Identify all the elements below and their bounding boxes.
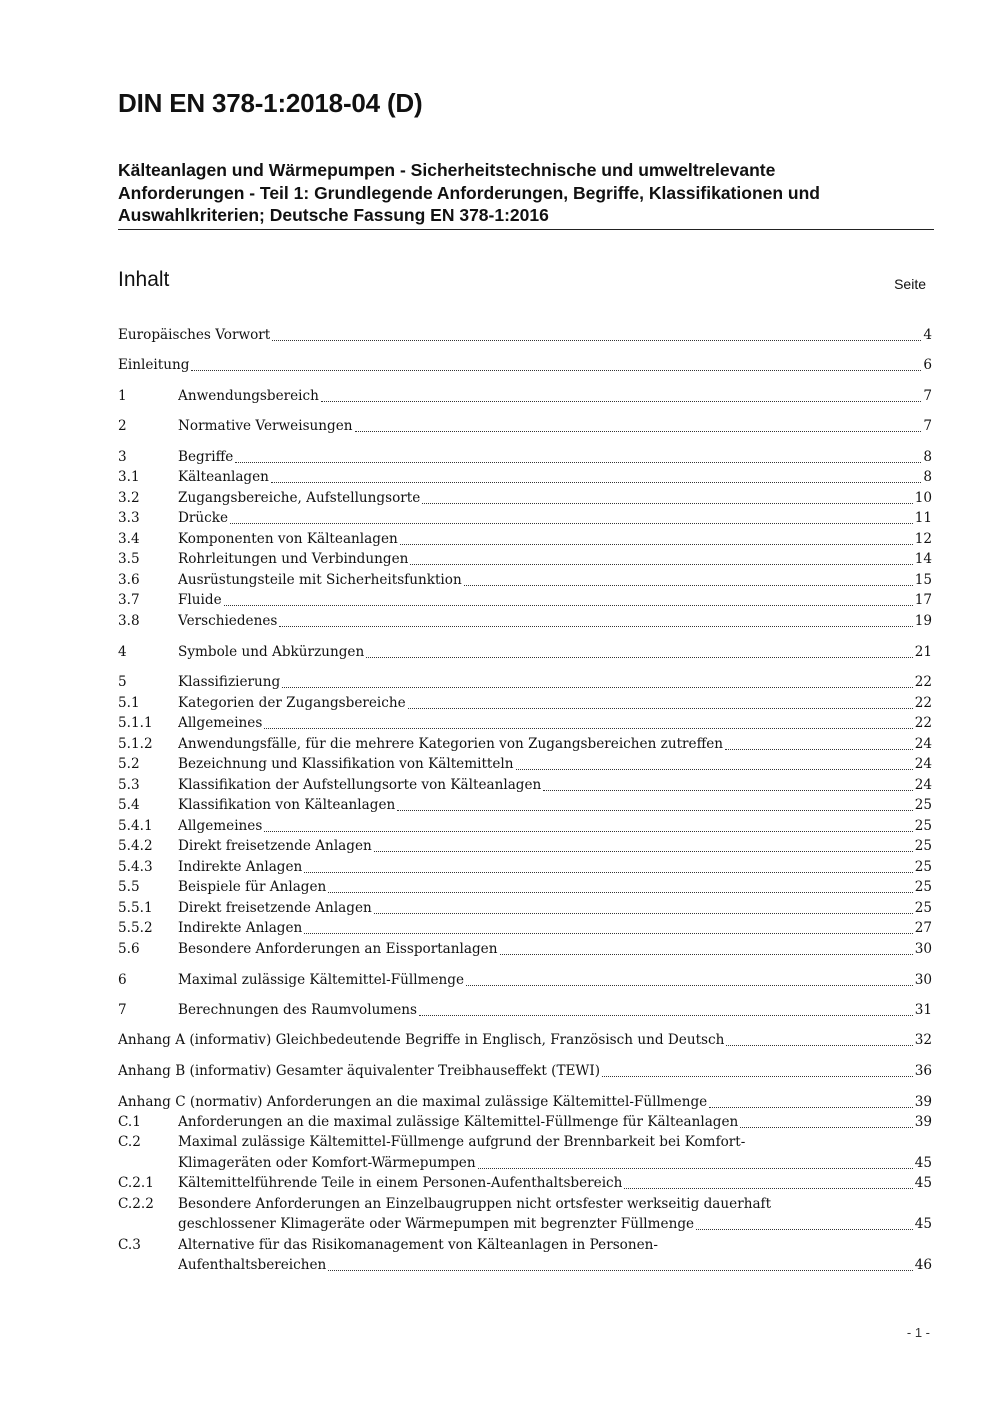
- document-title: [118, 159, 934, 227]
- toc-leader: [191, 370, 921, 371]
- toc-entry-label: Anhang B (informativ) Gesamter äquivalenter Treibhauseffekt (TEWI): [118, 1063, 601, 1079]
- toc-entry-page: 25: [914, 797, 932, 813]
- toc-entry-label: Maximal zulässige Kältemittel-Füllmenge aufgrund der Brennbarkeit bei Komfort-: [178, 1134, 746, 1150]
- toc-entry-label: Klassifikation der Aufstellungsorte von Kälteanlagen: [178, 777, 542, 793]
- toc-entry-page: 31: [914, 1002, 932, 1018]
- toc-entry-label: Direkt freisetzende Anlagen: [178, 900, 372, 916]
- toc-entry[interactable]: [118, 672, 932, 693]
- toc-entry-label: Allgemeines: [178, 818, 263, 834]
- toc-entry[interactable]: [118, 836, 932, 857]
- title-line: Anforderungen - Teil 1: Grundlegende Anforderungen, Begriffe, Klassifikationen und: [118, 182, 820, 203]
- toc-entry[interactable]: [118, 1092, 932, 1113]
- toc-entry[interactable]: [118, 488, 932, 509]
- toc-entry[interactable]: [118, 877, 932, 898]
- toc-entry[interactable]: [118, 467, 932, 488]
- toc-entry-page: 19: [914, 613, 932, 629]
- toc-entry-label: Direkt freisetzende Anlagen: [178, 838, 372, 854]
- toc-leader: [264, 831, 912, 832]
- toc-leader: [709, 1107, 912, 1108]
- toc-leader: [374, 913, 913, 914]
- toc-entry-page: 6: [923, 357, 932, 373]
- toc-entry-page: 46: [914, 1257, 932, 1273]
- toc-entry-page: 45: [914, 1155, 932, 1171]
- toc-entry-page: 25: [914, 900, 932, 916]
- toc-entry-label: Besondere Anforderungen an Eissportanlagen: [178, 941, 498, 957]
- toc-entry-label: Einleitung: [118, 357, 190, 373]
- toc-entry-page: 36: [914, 1063, 932, 1079]
- toc-entry-label: Verschiedenes: [178, 613, 278, 629]
- toc-entry[interactable]: [118, 734, 932, 755]
- toc-entry-page: 24: [914, 736, 932, 752]
- toc-entry[interactable]: [118, 1030, 932, 1051]
- toc-entry[interactable]: [118, 355, 932, 376]
- toc-entry-page: 7: [923, 388, 932, 404]
- toc-entry-page: 30: [914, 941, 932, 957]
- toc-leader: [304, 872, 912, 873]
- toc-entry-page: 17: [914, 592, 932, 608]
- toc-entry-number: 5.4.2: [118, 838, 153, 854]
- toc-entry-number: C.2: [118, 1134, 141, 1150]
- toc-entry[interactable]: [118, 611, 932, 632]
- toc-entry-page: 8: [923, 449, 932, 465]
- toc-leader: [543, 790, 912, 791]
- toc-entry-page: 7: [923, 418, 932, 434]
- toc-entry[interactable]: [118, 508, 932, 529]
- toc-leader: [624, 1188, 912, 1189]
- toc-entry-label: Anforderungen an die maximal zulässige Kältemittel-Füllmenge für Kälteanlagen: [178, 1114, 739, 1130]
- toc-leader: [264, 728, 912, 729]
- toc-entry-label: Klimageräten oder Komfort-Wärmepumpen: [178, 1155, 476, 1171]
- toc-entry-label: Aufenthaltsbereichen: [178, 1257, 327, 1273]
- toc-entry-page: 45: [914, 1216, 932, 1232]
- toc-entry-label: Begriffe: [178, 449, 234, 465]
- toc-entry-label: Symbole und Abkürzungen: [178, 644, 365, 660]
- toc-entry-page: 39: [914, 1094, 932, 1110]
- toc-leader: [230, 523, 913, 524]
- title-line: Kälteanlagen und Wärmepumpen - Sicherheitstechnische und umweltrelevante: [118, 160, 776, 180]
- toc-entry-label: Berechnungen des Raumvolumens: [178, 1002, 418, 1018]
- toc-entry-number: 5.5.2: [118, 920, 153, 936]
- toc-entry-label: Komponenten von Kälteanlagen: [178, 531, 398, 547]
- toc-entry-number: 7: [118, 1002, 127, 1018]
- toc-leader: [235, 462, 921, 463]
- toc-entry-label: Drücke: [178, 510, 229, 526]
- toc-entry-number: 3.8: [118, 613, 140, 629]
- toc-entry-label: Ausrüstungsteile mit Sicherheitsfunktion: [178, 572, 462, 588]
- toc-entry[interactable]: [118, 918, 932, 939]
- toc-entry-page: 45: [914, 1175, 932, 1191]
- toc-entry-page: 10: [914, 490, 932, 506]
- toc-leader: [419, 1015, 913, 1016]
- toc-entry-label: Anhang A (informativ) Gleichbedeutende Begriffe in Englisch, Französisch und Deutsch: [118, 1032, 725, 1048]
- toc-entry-label: Allgemeines: [178, 715, 263, 731]
- toc-entry-page: 39: [914, 1114, 932, 1130]
- toc-entry[interactable]: [118, 775, 932, 796]
- toc-entry-label: Anhang C (normativ) Anforderungen an die maximal zulässige Kältemittel-Füllmenge: [118, 1094, 708, 1110]
- toc-entry-page: 30: [914, 972, 932, 988]
- toc-entry-label: Alternative für das Risikomanagement von Kälteanlagen in Personen-: [178, 1237, 658, 1253]
- toc-entry-number: 3.3: [118, 510, 140, 526]
- toc-heading: Inhalt: [118, 268, 170, 291]
- toc-entry[interactable]: [118, 795, 932, 816]
- toc-entry-continuation[interactable]: [118, 1255, 932, 1276]
- toc-entry-number: 5.6: [118, 941, 140, 957]
- toc-entry-number: 5.4: [118, 797, 140, 813]
- toc-entry-page: 24: [914, 756, 932, 772]
- toc-entry-number: 3.6: [118, 572, 140, 588]
- toc-leader: [272, 340, 921, 341]
- toc-entry-page: 25: [914, 818, 932, 834]
- toc-entry-continuation[interactable]: [118, 1214, 932, 1235]
- toc-entry-page: 24: [914, 777, 932, 793]
- toc-entry-page: 12: [914, 531, 932, 547]
- title-line: Auswahlkriterien; Deutsche Fassung EN 378-1:2016: [118, 205, 549, 225]
- toc-leader: [410, 564, 912, 565]
- toc-leader: [725, 749, 913, 750]
- toc-entry-number: 5.2: [118, 756, 140, 772]
- toc-entry-label: Indirekte Anlagen: [178, 859, 303, 875]
- toc-entry[interactable]: [118, 1061, 932, 1082]
- toc-leader: [464, 585, 913, 586]
- toc-entry[interactable]: [118, 693, 932, 714]
- toc-entry[interactable]: [118, 1194, 932, 1215]
- toc-entry-number: 5.1.2: [118, 736, 153, 752]
- toc-page-label: Seite: [894, 276, 926, 292]
- toc-leader: [422, 503, 912, 504]
- toc-entry-number: 4: [118, 644, 127, 660]
- toc-entry-number: 3.1: [118, 469, 140, 485]
- toc-entry[interactable]: [118, 970, 932, 991]
- toc-entry-label: Kategorien der Zugangsbereiche: [178, 695, 406, 711]
- toc-leader: [224, 605, 913, 606]
- toc-entry-number: 5.5.1: [118, 900, 153, 916]
- toc-entry-number: 3: [118, 449, 127, 465]
- toc-entry[interactable]: [118, 1112, 932, 1133]
- toc-entry-page: 25: [914, 859, 932, 875]
- toc-entry-page: 22: [914, 695, 932, 711]
- toc-entry-label: Kältemittelführende Teile in einem Personen-Aufenthaltsbereich: [178, 1175, 623, 1191]
- toc-entry[interactable]: [118, 1132, 932, 1153]
- toc-entry-number: 3.2: [118, 490, 140, 506]
- toc-entry-label: geschlossener Klimageräte oder Wärmepumpen mit begrenzter Füllmenge: [178, 1216, 695, 1232]
- toc-leader: [478, 1168, 913, 1169]
- toc-entry-number: 5.1: [118, 695, 140, 711]
- toc-entry[interactable]: [118, 754, 932, 775]
- toc-leader: [466, 985, 913, 986]
- toc-leader: [400, 544, 913, 545]
- toc-entry-label: Fluide: [178, 592, 222, 608]
- toc-leader: [366, 657, 912, 658]
- toc-entry-number: C.3: [118, 1237, 141, 1253]
- toc-entry-page: 8: [923, 469, 932, 485]
- toc-entry-number: 2: [118, 418, 127, 434]
- document-id: DIN EN 378-1:2018-04 (D): [118, 88, 423, 118]
- toc-entry-number: 3.7: [118, 592, 140, 608]
- toc-entry-number: C.1: [118, 1114, 141, 1130]
- toc-entry-page: 11: [914, 510, 932, 526]
- toc-entry-label: Anwendungsfälle, für die mehrere Kategorien von Zugangsbereichen zutreffen: [178, 736, 724, 752]
- toc-entry-number: C.2.1: [118, 1175, 154, 1191]
- toc-entry-number: 5.5: [118, 879, 140, 895]
- toc-leader: [374, 851, 913, 852]
- toc-entry-number: 5.4.1: [118, 818, 153, 834]
- toc-entry[interactable]: [118, 1235, 932, 1256]
- toc-entry-label: Indirekte Anlagen: [178, 920, 303, 936]
- toc-leader: [355, 431, 922, 432]
- toc-entry-number: 5.1.1: [118, 715, 153, 731]
- toc-entry-page: 22: [914, 715, 932, 731]
- toc-entry-label: Maximal zulässige Kältemittel-Füllmenge: [178, 972, 465, 988]
- toc-entry[interactable]: [118, 590, 932, 611]
- toc-entry[interactable]: [118, 447, 932, 468]
- toc-entry[interactable]: [118, 570, 932, 591]
- title-divider: [118, 229, 934, 230]
- toc-entry[interactable]: [118, 939, 932, 960]
- toc-leader: [279, 626, 912, 627]
- toc-entry-number: C.2.2: [118, 1196, 154, 1212]
- toc-entry-page: 21: [914, 644, 932, 660]
- toc-entry-page: 25: [914, 838, 932, 854]
- toc-leader: [696, 1229, 913, 1230]
- toc-leader: [397, 810, 912, 811]
- toc-entry-label: Beispiele für Anlagen: [178, 879, 327, 895]
- toc-leader: [500, 954, 913, 955]
- toc-entry-page: 32: [914, 1032, 932, 1048]
- toc-leader: [740, 1127, 912, 1128]
- toc-entry[interactable]: [118, 549, 932, 570]
- toc-entry-label: Kälteanlagen: [178, 469, 269, 485]
- toc-entry[interactable]: [118, 816, 932, 837]
- toc-entry[interactable]: [118, 713, 932, 734]
- toc-entry[interactable]: [118, 416, 932, 437]
- toc-entry-label: Zugangsbereiche, Aufstellungsorte: [178, 490, 421, 506]
- page-number: - 1 -: [906, 1325, 930, 1340]
- toc-entry-page: 14: [914, 551, 932, 567]
- toc-entry-page: 15: [914, 572, 932, 588]
- toc-leader: [408, 708, 913, 709]
- toc-leader: [328, 1270, 912, 1271]
- toc-entry-page: 4: [923, 327, 932, 343]
- toc-entry-number: 5.4.3: [118, 859, 153, 875]
- toc-entry-label: Besondere Anforderungen an Einzelbaugruppen nicht ortsfester werkseitig dauerhaft: [178, 1196, 772, 1212]
- toc-entry-number: 6: [118, 972, 127, 988]
- toc-leader: [321, 401, 921, 402]
- toc-entry-number: 5.3: [118, 777, 140, 793]
- toc-entry[interactable]: [118, 325, 932, 346]
- toc-entry[interactable]: [118, 529, 932, 550]
- toc-leader: [726, 1045, 912, 1046]
- toc-entry-page: 25: [914, 879, 932, 895]
- toc-entry-label: Rohrleitungen und Verbindungen: [178, 551, 409, 567]
- toc-entry-continuation[interactable]: [118, 1153, 932, 1174]
- toc-entry-label: Klassifizierung: [178, 674, 281, 690]
- toc-entry[interactable]: [118, 386, 932, 407]
- toc-leader: [516, 769, 913, 770]
- toc-entry-number: 5: [118, 674, 127, 690]
- toc-entry[interactable]: [118, 642, 932, 663]
- toc-entry-label: Normative Verweisungen: [178, 418, 353, 434]
- toc-entry-label: Klassifikation von Kälteanlagen: [178, 797, 396, 813]
- toc-entry-page: 22: [914, 674, 932, 690]
- toc-leader: [271, 482, 921, 483]
- toc-entry[interactable]: [118, 1000, 932, 1021]
- toc-entry-number: 3.4: [118, 531, 140, 547]
- toc-entry-label: Europäisches Vorwort: [118, 327, 271, 343]
- toc-entry[interactable]: [118, 857, 932, 878]
- toc-entry[interactable]: [118, 898, 932, 919]
- toc-entry-label: Anwendungsbereich: [178, 388, 319, 404]
- toc-entry[interactable]: [118, 1173, 932, 1194]
- toc-leader: [304, 933, 912, 934]
- toc-entry-number: 1: [118, 388, 127, 404]
- toc-leader: [282, 687, 912, 688]
- toc-entry-page: 27: [914, 920, 932, 936]
- toc-entry-label: Bezeichnung und Klassifikation von Kältemitteln: [178, 756, 514, 772]
- toc-leader: [602, 1076, 913, 1077]
- toc-leader: [328, 892, 912, 893]
- toc-entry-number: 3.5: [118, 551, 140, 567]
